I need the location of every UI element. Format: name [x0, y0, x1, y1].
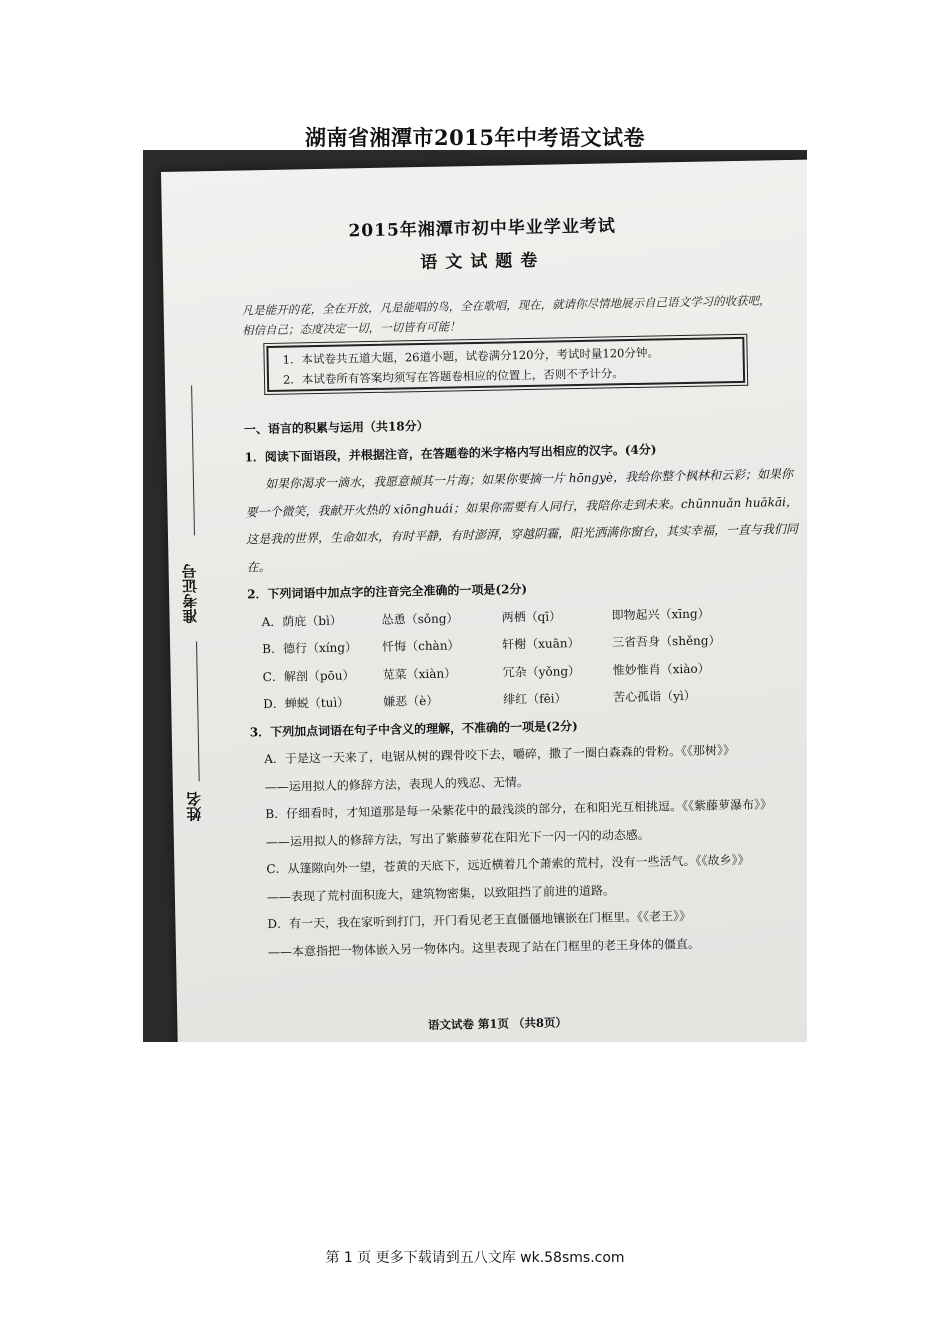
side-label-exam-no: 准考证号 — [180, 563, 200, 624]
question-3-note-d: ——本意指把一物体嵌入另一物体内。这里表现了站在门框里的老王身体的僵直。 — [267, 936, 701, 959]
question-3-note-a: ——运用拟人的修辞方法，表现人的残忍、无情。 — [264, 774, 529, 794]
section-heading: 一、语言的积累与运用（共18分） — [243, 418, 429, 437]
question-3: 3．下列加点词语在句子中含义的理解，不准确的一项是(2分) — [249, 718, 578, 739]
question-3-option-a: A．于是这一天来了，电锯从树的踝骨咬下去，嚼碎，撒了一圈白森森的骨粉。《《那树》》 — [264, 743, 736, 767]
option-cell: 忏悔（chàn） — [382, 638, 460, 654]
notice-item-2: 2．本试卷所有答案均须写在答题卷相应的位置上，否则不予计分。 — [282, 366, 624, 387]
question-3-note-c: ——表现了荒村面积庞大，建筑物密集，以致阻挡了前进的道路。 — [266, 882, 616, 904]
option-cell: 惟妙惟肖（xiào） — [612, 661, 710, 677]
exam-header — [162, 208, 803, 278]
option-cell: 嫌恶（è） — [383, 693, 439, 709]
option-cell: C．解剖（pōu） — [262, 667, 355, 684]
option-cell: B．德行（xíng） — [262, 640, 358, 657]
question-1-passage: 如果你渴求一滴水，我愿意倾其一片海；如果你要摘一片 hōngyè，我给你整个枫林和云彩；如果你要一个微笑，我献开火热的 xiōnghuái；如果你需要有人同行，我陪你走到未来。chūnnuǎn huākāi，这是我的世界，生命如水，有时平静，有时澎湃，穿越阴霾，阳光洒满你窗台，其实幸福，一直与我们同在。 — [245, 466, 799, 574]
option-cell: D．蝉蜕（tuì） — [263, 695, 350, 712]
notice-item-1: 1．本试卷共五道大题，26道小题，试卷满分120分，考试时量120分钟。 — [282, 345, 660, 367]
option-cell: A．荫庇（bì） — [261, 613, 342, 629]
question-2: 2．下列词语中加点字的注音完全准确的一项是(2分) — [246, 582, 528, 602]
option-cell: 苦心孤诣（yì） — [613, 688, 696, 705]
option-cell: 苋菜（xiàn） — [382, 665, 457, 682]
exam-content — [244, 406, 807, 967]
question-1: 1．阅读下面语段，并根据注音，在答题卷的米字格内写出相应的汉字。(4分) — [244, 442, 657, 464]
exam-photo — [143, 150, 807, 1042]
side-line-middle — [196, 641, 200, 781]
exam-page-label: 语文试卷 第1页 （共8页） — [427, 1015, 568, 1033]
option-cell: 绯红（fēi） — [503, 691, 567, 707]
question-3-note-b: ——运用拟人的修辞方法，写出了紫藤萝花在阳光下一闪一闪的动态感。 — [265, 827, 650, 849]
side-label-name: 姓名 — [184, 791, 204, 822]
notice-box — [266, 337, 745, 392]
question-2-options — [247, 598, 807, 719]
exam-subtitle: 语文试题卷 — [420, 250, 546, 274]
option-cell: 即物起兴（xīng） — [611, 606, 710, 622]
page-footer: 第 1 页 更多下载请到五八文库 wk.58sms.com — [325, 1250, 625, 1266]
exam-paper — [161, 159, 807, 1042]
question-3-option-d: D．有一天，我在家听到打门，开门看见老王直僵僵地镶嵌在门框里。《《老王》》 — [267, 908, 692, 932]
question-3-option-c: C．从篷隙向外一望，苍黄的天底下，远近横着几个萧索的荒村，没有一些活气。《《故乡》》 — [266, 852, 750, 877]
question-3-option-b: B．仔细看时，才知道那是每一朵紫花中的最浅淡的部分，在和阳光互相挑逗。《《紫藤萝瀑布》》 — [265, 797, 773, 822]
exam-title: 2015年湘潭市初中毕业学业考试 — [348, 216, 616, 242]
option-cell: 三省吾身（shěng） — [611, 633, 721, 650]
side-line-top — [191, 385, 195, 535]
option-cell: 怂恿（sǒng） — [381, 610, 459, 627]
option-cell: 两栖（qī） — [501, 608, 562, 625]
option-cell: 冗杂（yǒng） — [502, 663, 581, 680]
document-title: 湖南省湘潭市2015年中考语文试卷 — [305, 125, 645, 150]
option-cell: 轩榭（xuān） — [502, 636, 580, 652]
motto: 凡是能开的花，全在开放，凡是能唱的鸟，全在歌唱，现在，就请你尽情地展示自己语文学习的收获吧，相信自己；态度决定一切，一切皆有可能！ — [241, 293, 771, 338]
